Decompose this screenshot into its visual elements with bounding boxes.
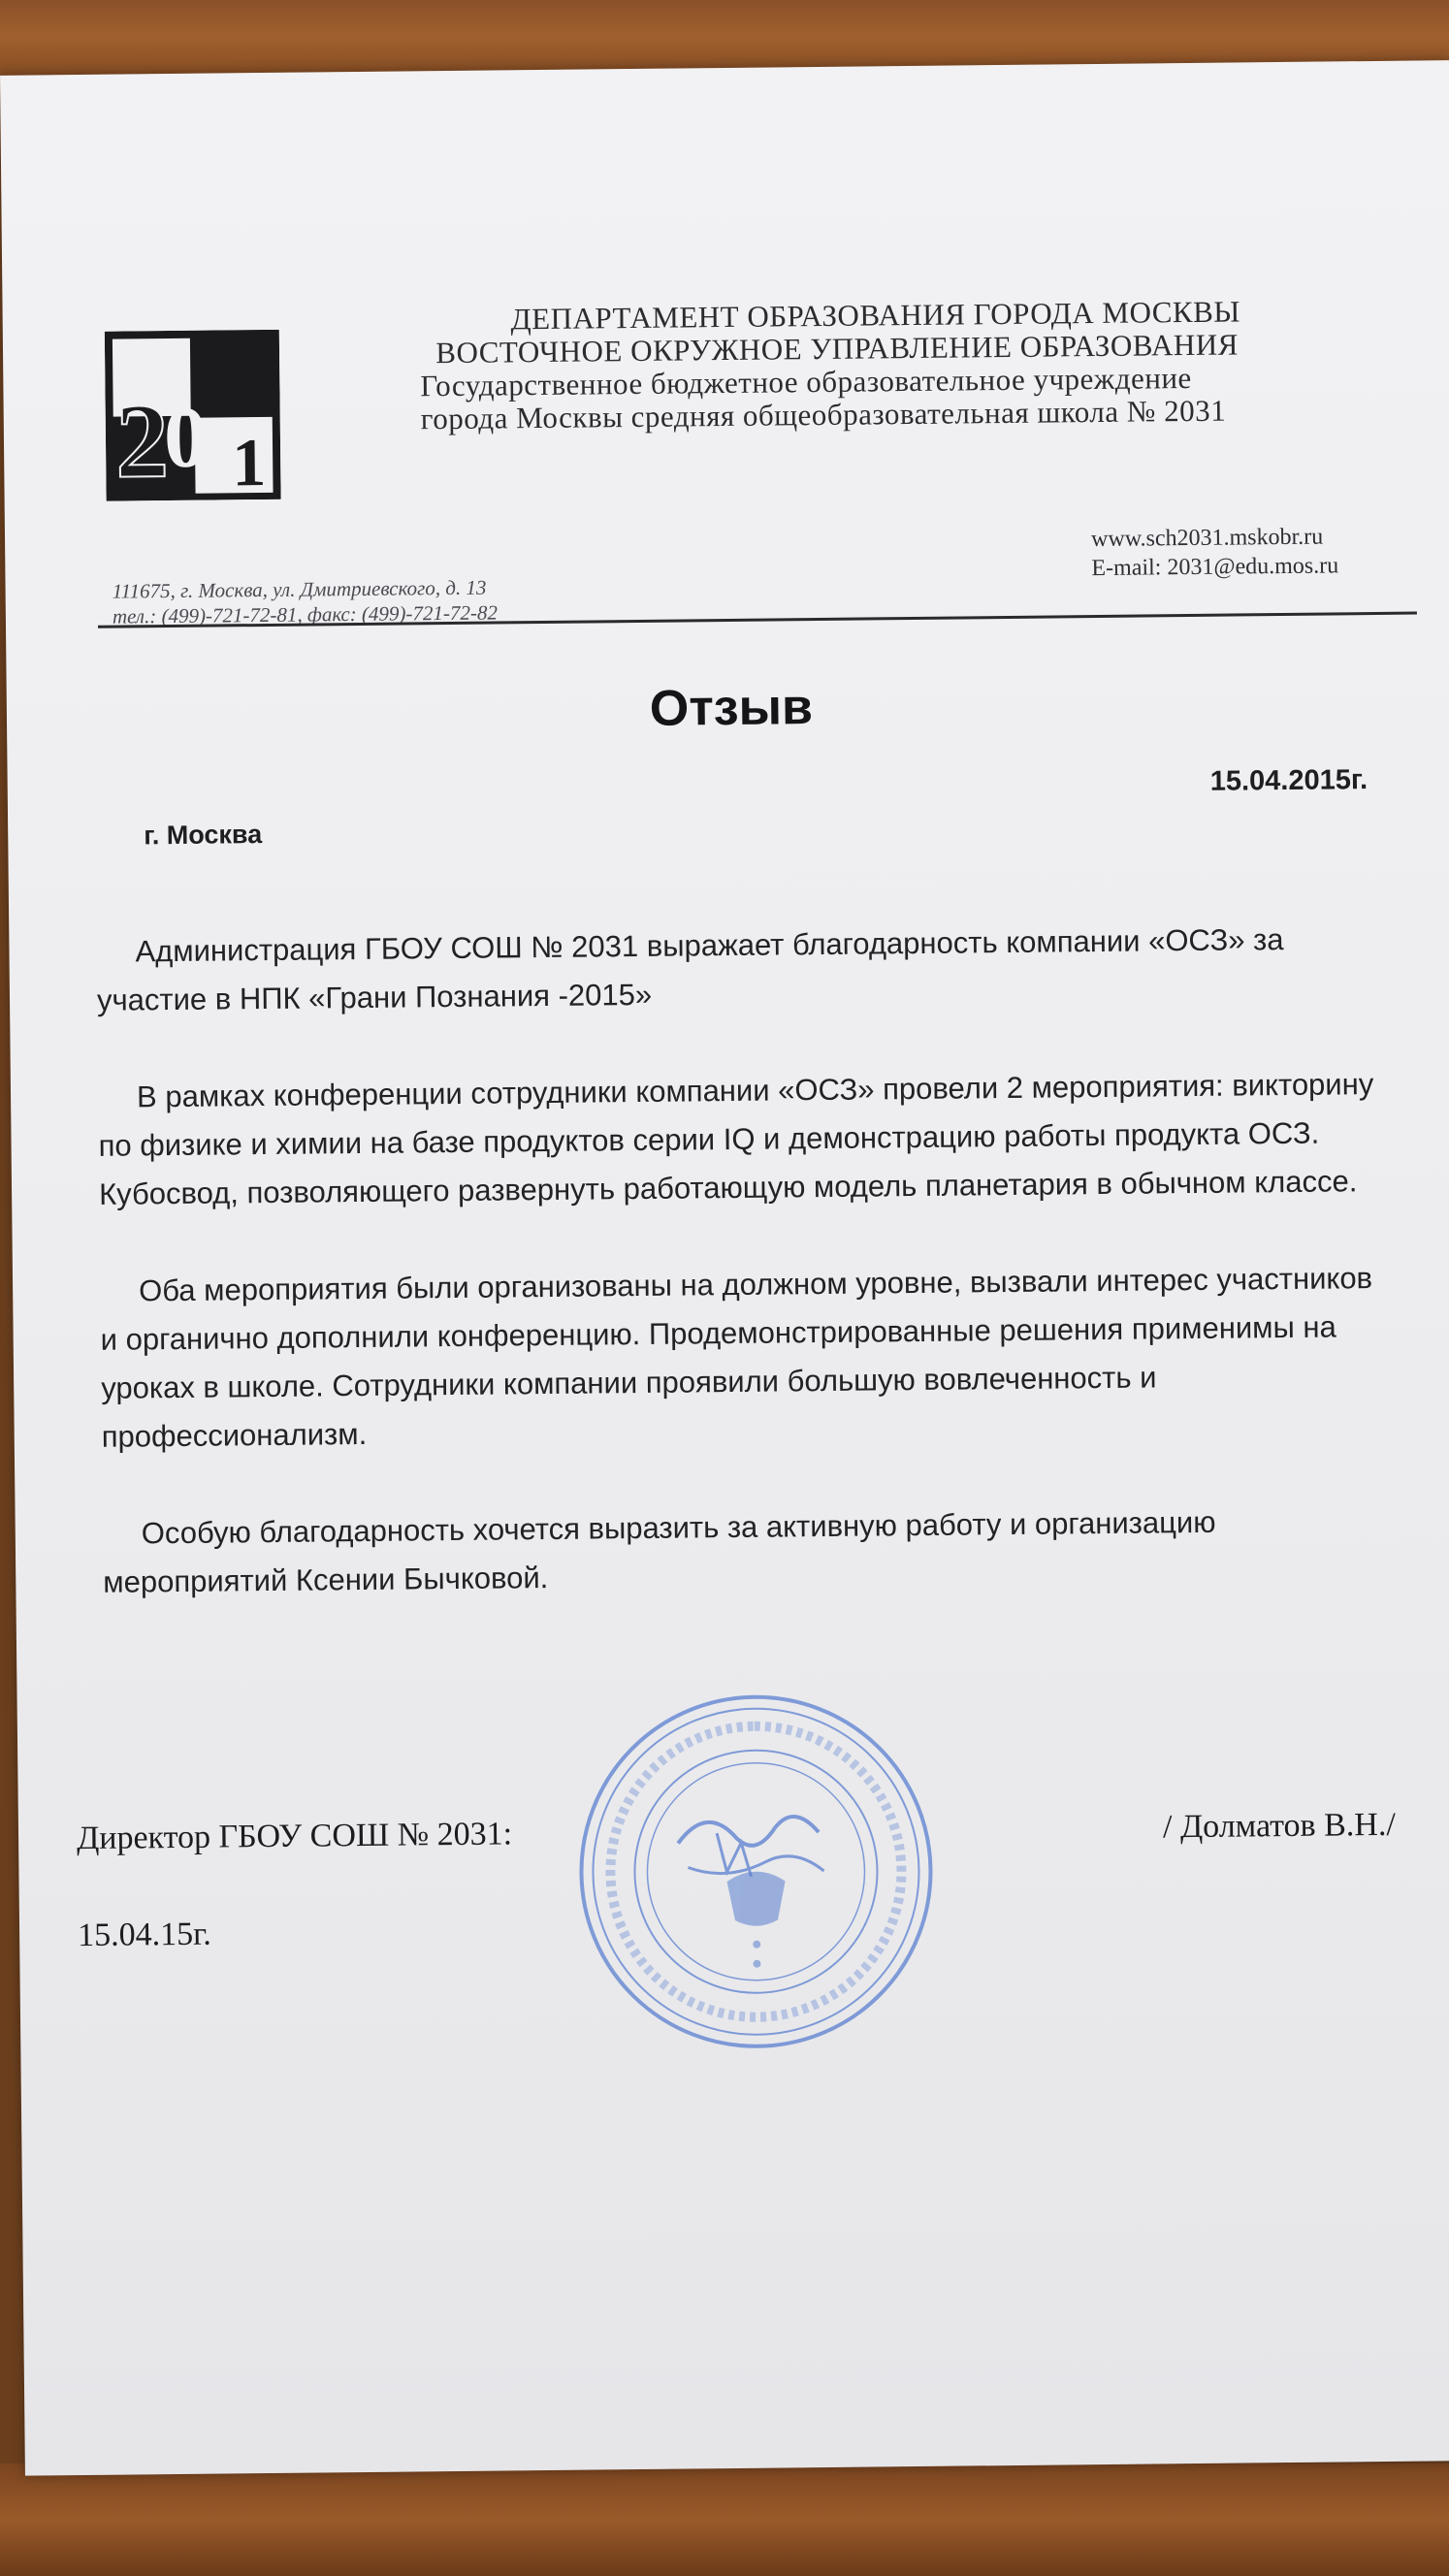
school-email: E-mail: 2031@edu.mos.ru: [1091, 553, 1339, 582]
letterhead: [371, 294, 1401, 436]
paragraph-evaluation: Оба мероприятия были организованы на должном уровне, вызвали интерес участников и органично дополнили конференцию. Продемонстрированные решения применимы на уроках в школе. Сотрудники компании проявили большую вовлеченность и профессионализм.: [100, 1261, 1373, 1454]
school-phone: тел.: (499)-721-72-81, факс: (499)-721-72-82: [112, 600, 499, 628]
svg-text:2: 2: [114, 381, 170, 500]
letter-body: [96, 915, 1384, 1656]
school-website: www.sch2031.mskobr.ru: [1090, 524, 1324, 553]
signature-date: 15.04.15г.: [77, 1916, 211, 1954]
school-online-contacts: [1091, 522, 1338, 583]
svg-text:1: 1: [231, 425, 267, 501]
official-stamp: [569, 1686, 942, 2058]
paragraph-gratitude: Администрация ГБОУ СОШ № 2031 выражает благодарность компании «ОСЗ» за участие в НПК «Грани Познания -2015»: [96, 922, 1284, 1017]
svg-text:3: 3: [215, 339, 256, 426]
document-title: Отзыв: [649, 679, 814, 737]
signatory-name: / Долматов В.Н./: [1162, 1806, 1396, 1846]
district-office-name: ВОСТОЧНОЕ ОКРУЖНОЕ УПРАВЛЕНИЕ ОБРАЗОВАНИЯ: [435, 327, 1239, 370]
paragraph-special-thanks: Особую благодарность хочется выразить за активную работу и организацию мероприятий Ксении Бычковой.: [103, 1504, 1216, 1599]
document-sheet: [0, 60, 1449, 2476]
desk-surface-bottom: [0, 2463, 1449, 2576]
school-logo: [105, 330, 281, 501]
school-name: города Москвы средняя общеобразовательная школа № 2031: [420, 393, 1227, 436]
paragraph-events: В рамках конференции сотрудники компании «ОСЗ» провели 2 мероприятия: викторину по физике и химии на базе продуктов серии IQ и демонстрацию работы продукта ОСЗ. Кубосвод, позволяющего развернуть работающую модель планетария в обычном классе.: [98, 1067, 1374, 1211]
document-date: 15.04.2015г.: [1209, 764, 1368, 797]
signatory-title: Директор ГБОУ СОШ № 2031:: [76, 1816, 513, 1857]
svg-text:0: 0: [163, 389, 209, 487]
school-address: 111675, г. Москва, ул. Дмитриевского, д. 13: [112, 575, 487, 603]
document-city: г. Москва: [144, 820, 263, 851]
institution-type: Государственное бюджетное образовательное учреждение: [420, 360, 1192, 403]
department-name: ДЕПАРТАМЕНТ ОБРАЗОВАНИЯ ГОРОДА МОСКВЫ: [510, 294, 1240, 337]
